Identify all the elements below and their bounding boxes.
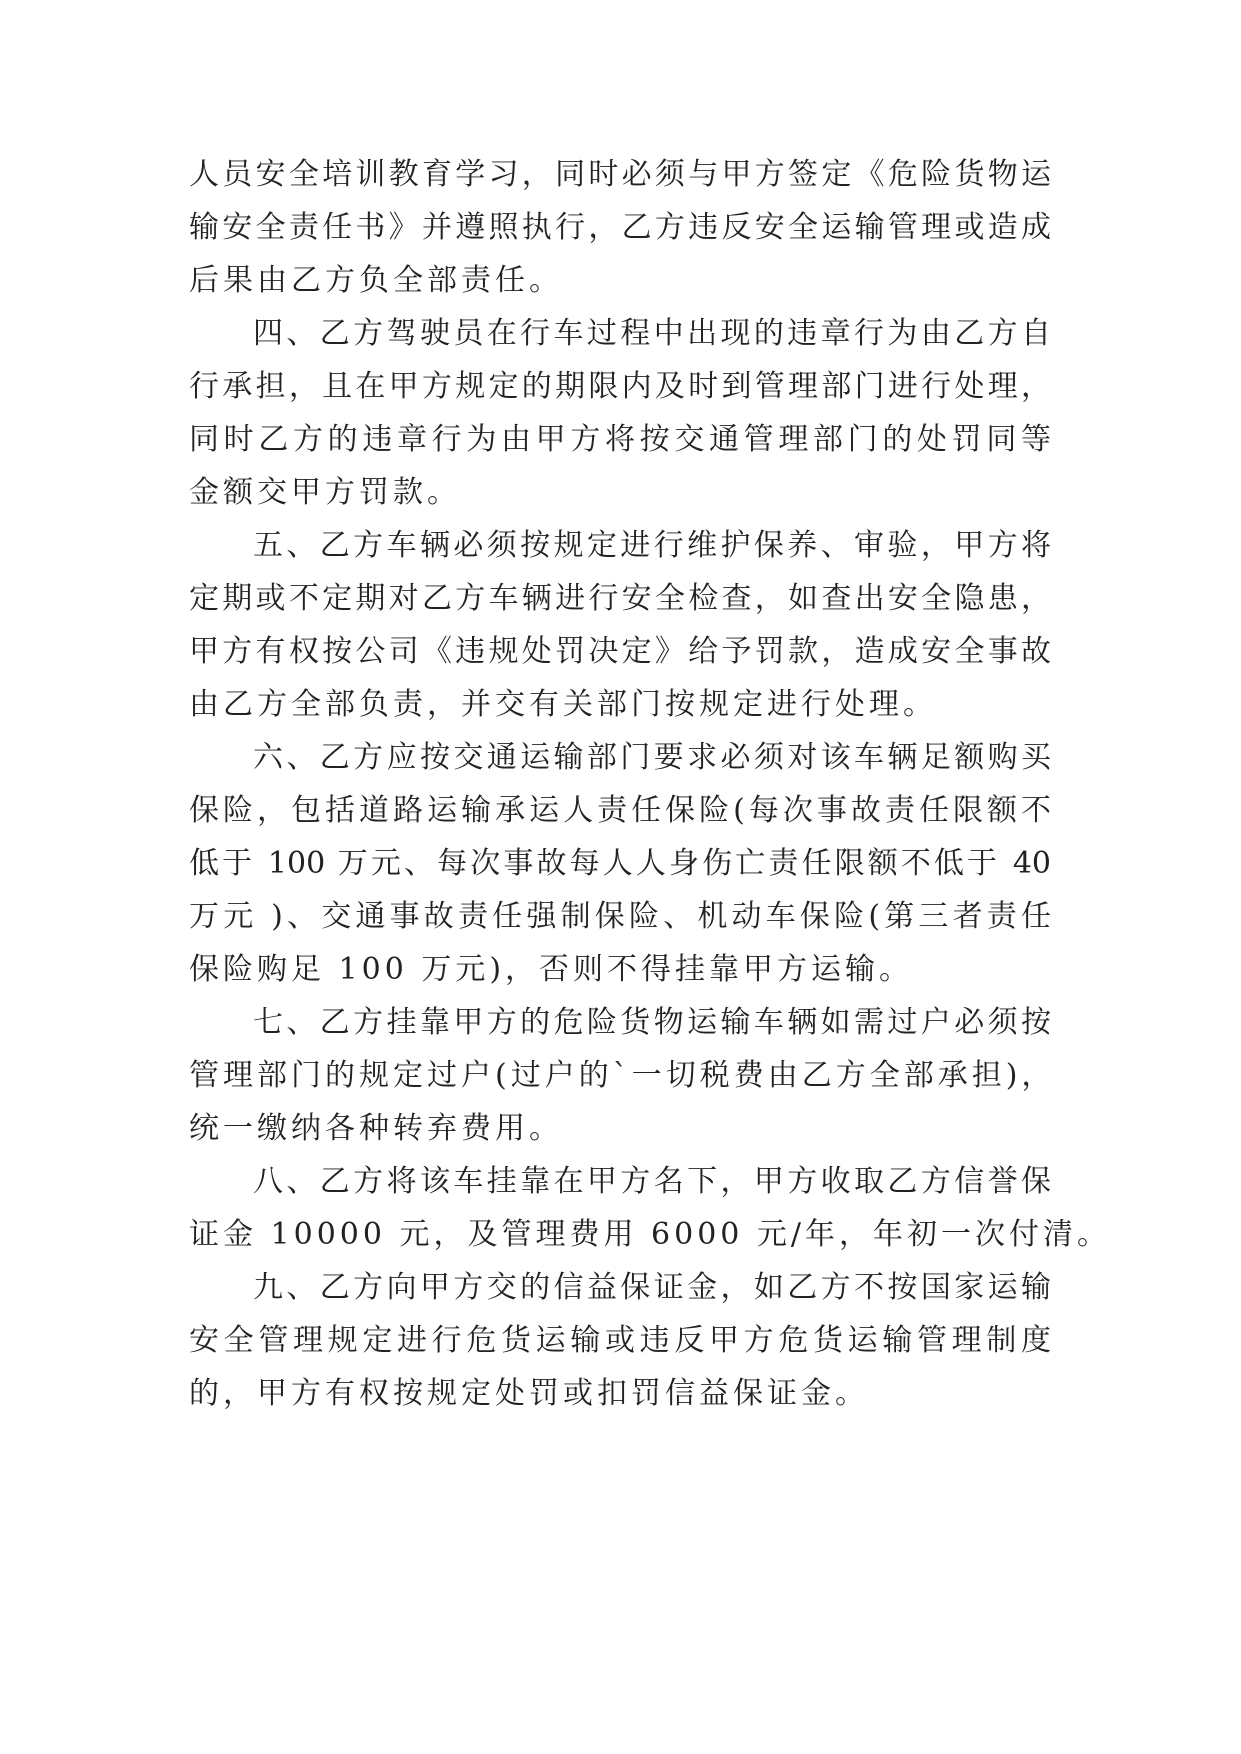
text-line: 四、乙方驾驶员在行车过程中出现的违章行为由乙方自 — [253, 316, 1051, 351]
text-line: 由乙方全部负责，并交有关部门按规定进行处理。 — [189, 687, 937, 722]
text-line: 五、乙方车辆必须按规定进行维护保养、审验，甲方将 — [253, 528, 1051, 563]
text-line: 六、乙方应按交通运输部门要求必须对该车辆足额购买 — [253, 740, 1051, 775]
text-line: 低于 100 万元、每次事故每人人身伤亡责任限额不低于 40 — [189, 846, 1051, 881]
text-line: 保险，包括道路运输承运人责任保险(每次事故责任限额不 — [189, 793, 1051, 828]
text-line: 甲方有权按公司《违规处罚决定》给予罚款，造成安全事故 — [189, 634, 1051, 669]
text-line: 后果由乙方负全部责任。 — [189, 263, 563, 298]
text-line: 金额交甲方罚款。 — [189, 475, 461, 510]
text-line: 管理部门的规定过户(过户的`一切税费由乙方全部承担)， — [189, 1058, 1056, 1093]
text-line: 行承担，且在甲方规定的期限内及时到管理部门进行处理， — [189, 369, 1051, 404]
text-line: 定期或不定期对乙方车辆进行安全检查，如查出安全隐患， — [189, 581, 1051, 616]
text-line: 证金 10000 元，及管理费用 6000 元/年，年初一次付清。 — [189, 1217, 1112, 1252]
text-line: 七、乙方挂靠甲方的危险货物运输车辆如需过户必须按 — [253, 1005, 1051, 1040]
text-line: 输安全责任书》并遵照执行，乙方违反安全运输管理或造成 — [189, 210, 1051, 245]
text-line: 的，甲方有权按规定处罚或扣罚信益保证金。 — [189, 1376, 869, 1411]
text-line: 保险购足 100 万元)，否则不得挂靠甲方运输。 — [189, 952, 914, 987]
text-line: 统一缴纳各种转弃费用。 — [189, 1111, 563, 1146]
text-line: 八、乙方将该车挂靠在甲方名下，甲方收取乙方信誉保 — [253, 1164, 1051, 1199]
text-line: 安全管理规定进行危货运输或违反甲方危货运输管理制度 — [189, 1323, 1051, 1358]
text-line: 九、乙方向甲方交的信益保证金，如乙方不按国家运输 — [253, 1270, 1051, 1305]
text-line: 万元 )、交通事故责任强制保险、机动车保险(第三者责任 — [189, 899, 1051, 934]
text-line: 人员安全培训教育学习，同时必须与甲方签定《危险货物运 — [189, 157, 1051, 192]
text-line: 同时乙方的违章行为由甲方将按交通管理部门的处罚同等 — [189, 422, 1051, 457]
